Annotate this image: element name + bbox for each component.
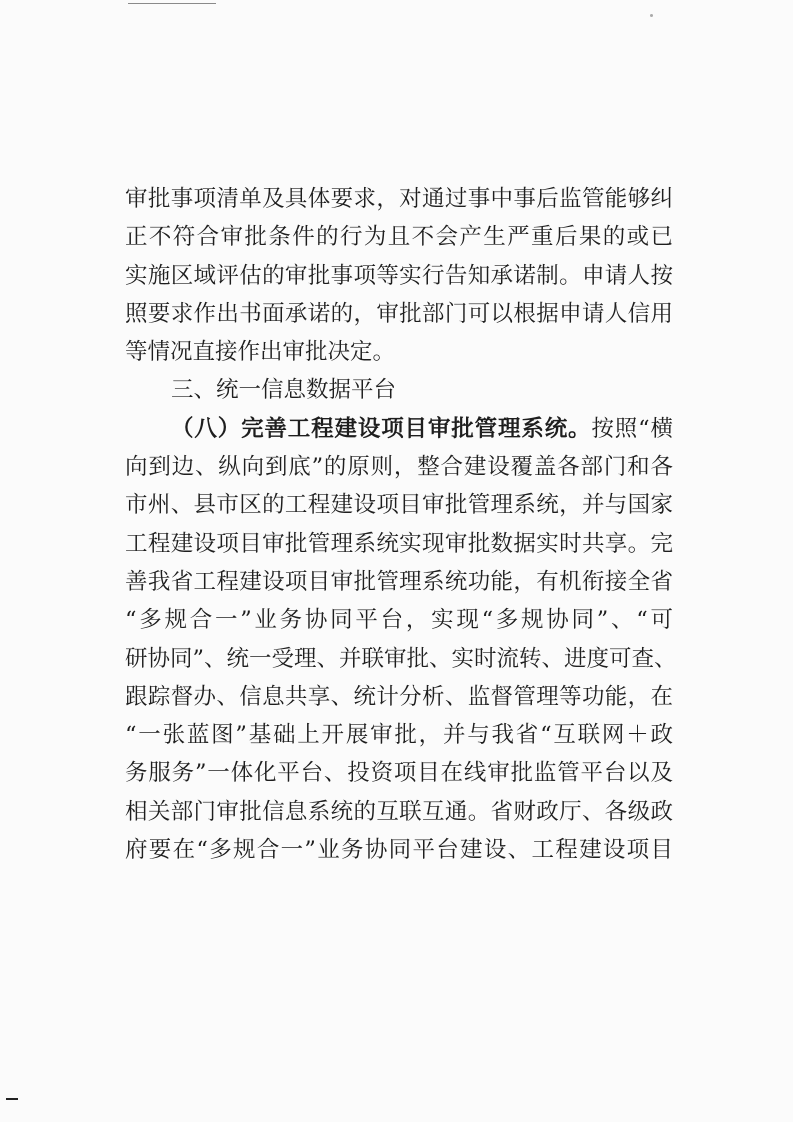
text-line: 照要求作出书面承诺的，审批部门可以根据申请人信用	[125, 300, 673, 327]
section-heading: 三、统一信息数据平台	[171, 377, 397, 404]
text-line: 等情况直接作出审批决定。	[125, 339, 396, 366]
scan-speck	[650, 14, 653, 17]
text-line: 府要在“多规合一”业务协同平台建设、工程建设项目	[125, 837, 673, 864]
margin-mark	[6, 1098, 18, 1100]
paragraph-continuation	[125, 180, 673, 371]
text-line: 审批事项清单及具体要求，对通过事中事后监管能够纠	[125, 186, 673, 212]
text-line-first	[125, 410, 673, 448]
text-line: 工程建设项目审批管理系统实现审批数据实时共享。完	[125, 530, 673, 557]
text-line: 向到边、纵向到底”的原则，整合建设覆盖各部门和各	[125, 454, 673, 481]
paragraph-item-8	[125, 410, 677, 870]
item-title: （八）完善工程建设项目审批管理系统。	[171, 415, 592, 442]
document-body	[125, 180, 677, 869]
section-heading-block	[125, 371, 673, 409]
text-line: 跟踪督办、信息共享、统计分析、监督管理等功能，在	[125, 683, 673, 710]
item-title-rest: 按照“横	[591, 415, 673, 442]
text-line: 市州、县市区的工程建设项目审批管理系统，并与国家	[125, 492, 673, 519]
text-line: 正不符合审批条件的行为且不会产生严重后果的或已	[125, 224, 673, 251]
top-rule-mark	[128, 3, 216, 4]
text-line: 实施区域评估的审批事项等实行告知承诺制。申请人按	[125, 262, 673, 289]
text-line: 善我省工程建设项目审批管理系统功能，有机衔接全省	[125, 568, 673, 595]
text-line: “多规合一”业务协同平台，实现“多规协同”、“可	[125, 607, 673, 634]
text-line: 研协同”、统一受理、并联审批、实时流转、进度可查、	[125, 645, 677, 672]
text-line: “一张蓝图”基础上开展审批，并与我省“互联网＋政	[125, 722, 673, 749]
text-line: 相关部门审批信息系统的互联互通。省财政厅、各级政	[125, 798, 673, 825]
text-line: 务服务”一体化平台、投资项目在线审批监管平台以及	[125, 760, 673, 787]
